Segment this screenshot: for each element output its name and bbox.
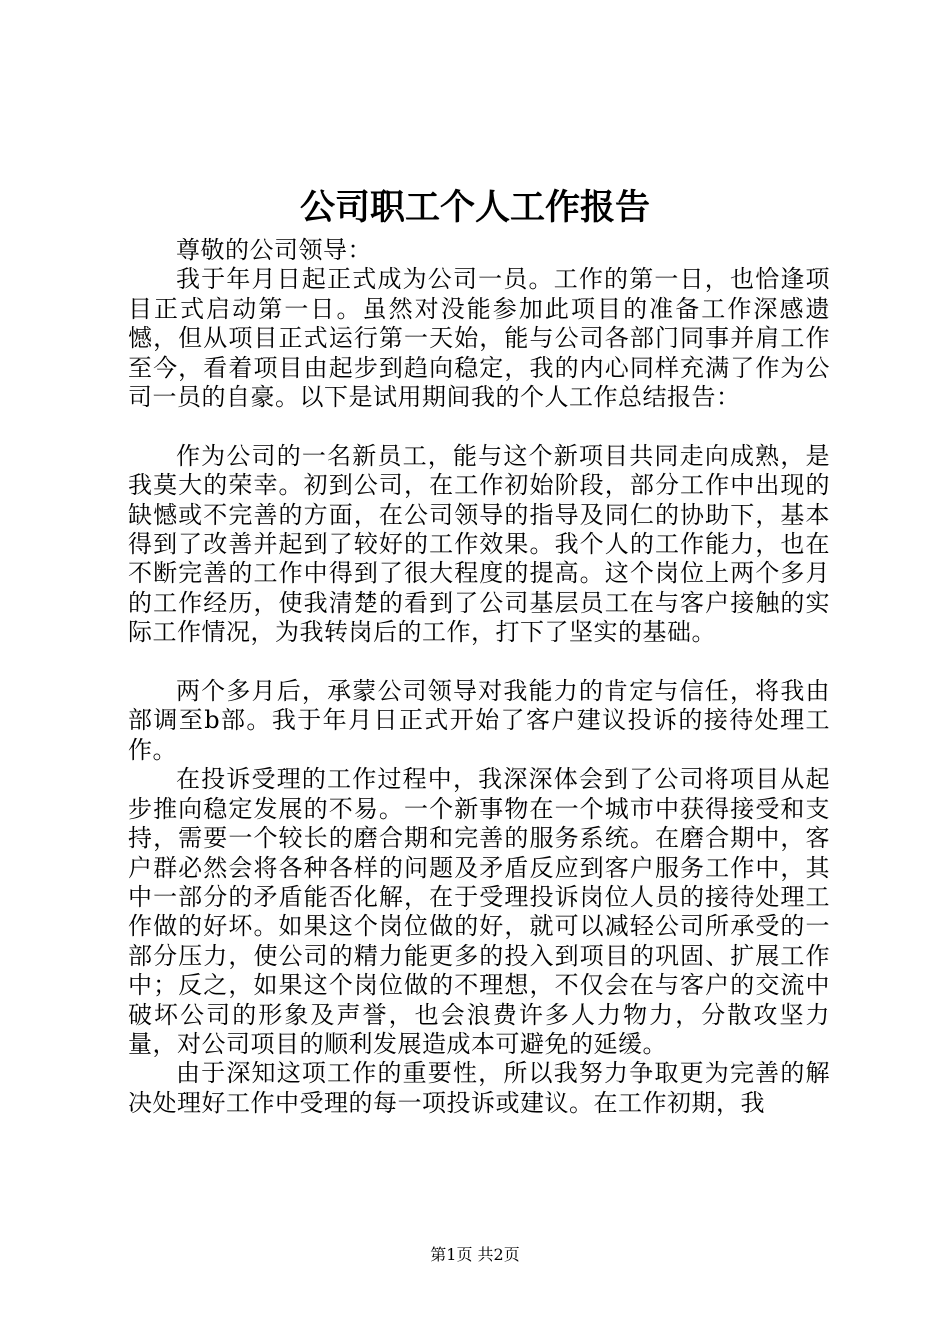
paragraph-importance: 由于深知这项工作的重要性，所以我努力争取更为完善的解决处理好工作中受理的每一项投诉或建议。在工作初期，我: [128, 1059, 830, 1117]
paragraph-intro: 我于年月日起正式成为公司一员。工作的第一日，也恰逢项目正式启动第一日。虽然对没能参加此项目的准备工作深感遗憾，但从项目正式运行第一天始，能与公司各部门同事并肩工作至今，看着项目由起步到趋向稳定，我的内心同样充满了作为公司一员的自豪。以下是试用期间我的个人工作总结报告：: [128, 265, 830, 412]
document-title: 公司职工个人工作报告: [299, 187, 650, 228]
paragraph-transfer: 两个多月后，承蒙公司领导对我能力的肯定与信任，将我由部调至b部。我于年月日正式开始了客户建议投诉的接待处理工作。: [128, 677, 830, 764]
paragraph-complaints: 在投诉受理的工作过程中，我深深体会到了公司将项目从起步推向稳定发展的不易。一个新事物在一个城市中获得接受和支持，需要一个较长的磨合期和完善的服务系统。在磨合期中，客户群必然会将各种各样的问题及矛盾反应到客户服务工作中，其中一部分的矛盾能否化解，在于受理投诉岗位人员的接待处理工作做的好坏。如果这个岗位做的好，就可以减轻公司所承受的一部分压力，使公司的精力能更多的投入到项目的巩固、扩展工作中；反之，如果这个岗位做的不理想，不仅会在与客户的交流中破坏公司的形象及声誉，也会浪费许多人力物力，分散攻坚力量，对公司项目的顺利发展造成本可避免的延缓。: [128, 765, 830, 1058]
page-number: 第1页 共2页: [430, 1245, 520, 1264]
paragraph-new-employee: 作为公司的一名新员工，能与这个新项目共同走向成熟，是我莫大的荣幸。初到公司，在工作初始阶段，部分工作中出现的缺憾或不完善的方面，在公司领导的指导及同仁的协助下，基本得到了改善并起到了较好的工作效果。我个人的工作能力，也在不断完善的工作中得到了很大程度的提高。这个岗位上两个多月的工作经历，使我清楚的看到了公司基层员工在与客户接触的实际工作情况，为我转岗后的工作，打下了坚实的基础。: [128, 441, 830, 647]
salutation: 尊敬的公司领导：: [176, 236, 372, 264]
document-body: [128, 236, 830, 1118]
